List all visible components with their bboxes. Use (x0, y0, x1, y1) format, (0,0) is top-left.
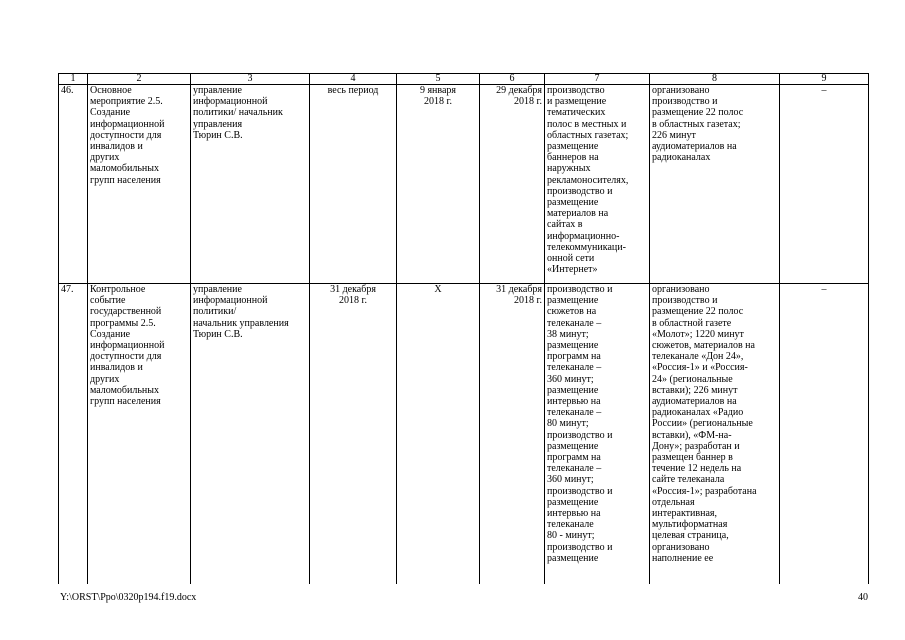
implementation-period: 31 декабря 2018 г. (310, 284, 397, 585)
implementation-period: весь период (310, 85, 397, 284)
col-header-7: 7 (545, 74, 650, 85)
file-path: Y:\ORST\Ppo\0320p194.f19.docx (60, 592, 197, 603)
planned-results: производство и размещение сюжетов на телеканале – 38 минут; размещение программ на телеканале – 360 минут; размещение интервью на телеканале – 80 минут; производство и размещение программ на телеканале – 360 минут; производство и размещение интервью на телеканале 80 - минут; производство и размещение (545, 284, 650, 585)
col-header-1: 1 (59, 74, 88, 85)
col-header-6: 6 (480, 74, 545, 85)
start-date: 9 января 2018 г. (397, 85, 480, 284)
planned-results: производство и размещение тематических полос в местных и областных газетах; размещение баннеров на наружных рекламоносителях, производство и размещение материалов на сайтах в информационно- телекоммуникаци- онной сети «Интернет» (545, 85, 650, 284)
col-header-8: 8 (650, 74, 780, 85)
responsible-executor: управление информационной политики/ начальник управления Тюрин С.В. (191, 284, 310, 585)
table-row (59, 85, 869, 284)
page-number: 40 (858, 592, 868, 603)
activity-name: Основное мероприятие 2.5. Создание информационной доступности для инвалидов и других маломобильных групп населения (88, 85, 191, 284)
actual-results: организовано производство и размещение 22 полос в областных газетах; 226 минут аудиоматериалов на радиоканалах (650, 85, 780, 284)
activity-name: Контрольное событие государственной программы 2.5. Создание информационной доступности для инвалидов и других маломобильных групп населения (88, 284, 191, 585)
col-header-9: 9 (780, 74, 869, 85)
start-date: Х (397, 284, 480, 585)
note: – (780, 85, 869, 284)
row-number: 46. (59, 85, 88, 284)
end-date: 31 декабря 2018 г. (480, 284, 545, 585)
implementation-table (58, 73, 869, 584)
note: – (780, 284, 869, 585)
end-date: 29 декабря 2018 г. (480, 85, 545, 284)
responsible-executor: управление информационной политики/ начальник управления Тюрин С.В. (191, 85, 310, 284)
actual-results: организовано производство и размещение 22 полос в областной газете «Молот»; 1220 минут сюжетов, материалов на телеканале «Дон 24», «Россия-1» и «Россия- 24» (региональные вставки); 226 минут аудиоматериалов на радиоканалах «Радио России» (региональные вставки), «ФМ-на- Дону»; разработан и размещен баннер в течение 12 недель на сайте телеканала «Россия-1»; разработана отдельная интерактивная, мультиформатная целевая страница, организовано наполнение ее (650, 284, 780, 585)
col-header-4: 4 (310, 74, 397, 85)
table-row (59, 284, 869, 585)
col-header-5: 5 (397, 74, 480, 85)
row-number: 47. (59, 284, 88, 585)
col-header-2: 2 (88, 74, 191, 85)
col-header-3: 3 (191, 74, 310, 85)
column-number-row (59, 74, 869, 85)
